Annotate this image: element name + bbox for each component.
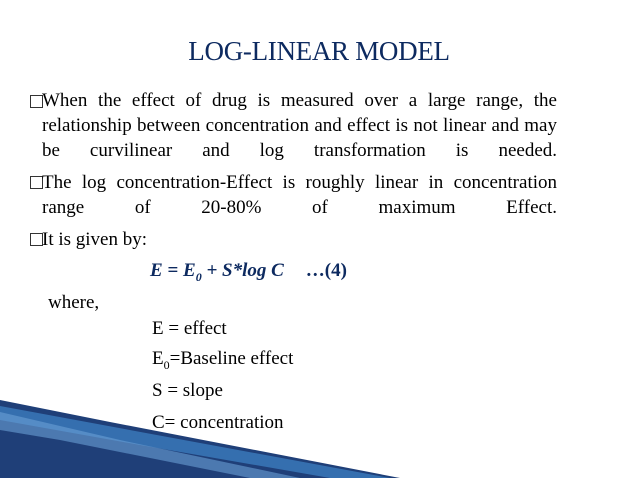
where-label: where, (48, 292, 100, 313)
equation-lhs-subscript: 0 (195, 269, 202, 284)
definition-e: E = effect (152, 318, 227, 339)
definition-s: S = slope (152, 380, 223, 401)
definition-c: C= concentration (152, 412, 284, 433)
definition-e0: $E_0=Baseline$ effect (152, 348, 294, 372)
equation-lhs: E = E (150, 260, 196, 281)
bullet-text-3: It is given by: (42, 229, 148, 250)
bullet-text-1: When the effect of drug is measured over a large range, the relationship between concentration and effect is not linear and may be curvilinear and log transformation is needed. (42, 90, 557, 161)
slide-title: LOG-LINEAR MODEL (188, 36, 450, 66)
equation-rhs: + S*log C (201, 260, 284, 281)
equation-number: …(4) (305, 260, 347, 281)
bullet-text-2: The log concentration-Effect is roughly linear in concentration range of 20-80% of maximum Effect. (42, 172, 557, 218)
